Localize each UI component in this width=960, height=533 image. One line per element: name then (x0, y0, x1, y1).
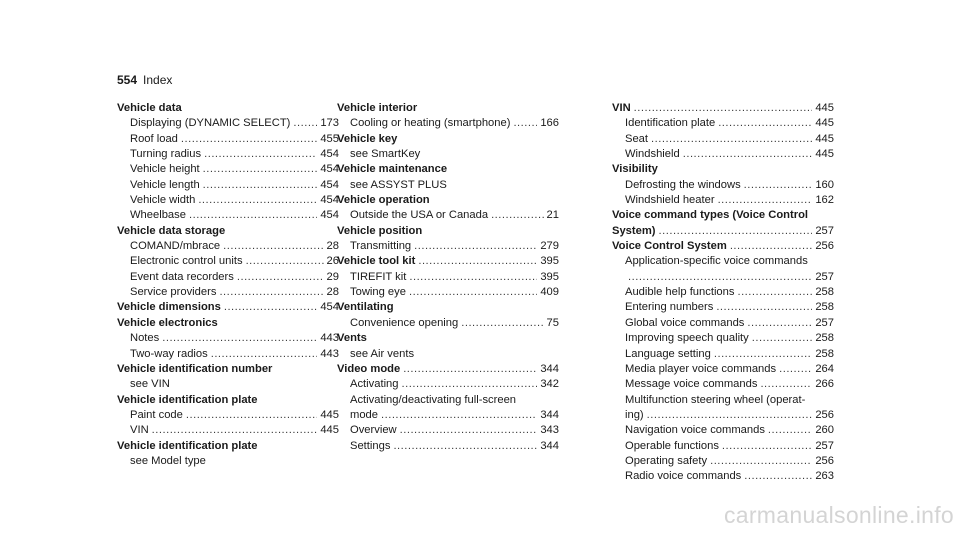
page-reference[interactable]: 395 (540, 255, 559, 268)
dot-leader (400, 423, 538, 438)
index-heading[interactable]: Vehicle position (337, 224, 423, 237)
page-reference[interactable]: 263 (815, 470, 834, 483)
index-heading[interactable]: Ventilating (337, 301, 394, 314)
dot-leader (752, 331, 813, 346)
entry-label: Message voice commands (625, 378, 758, 391)
entry-label: Electronic control units (130, 255, 243, 268)
entry-label: Notes (130, 332, 160, 345)
page-reference[interactable]: 409 (540, 286, 559, 299)
dot-leader (403, 362, 537, 377)
index-subentry[interactable] (612, 408, 834, 423)
page-header (117, 73, 172, 87)
entry-label: Vehicle width (130, 194, 196, 207)
dot-leader (744, 178, 813, 193)
entry-label: Navigation voice commands (625, 424, 765, 437)
page-reference[interactable]: 28 (326, 286, 339, 299)
index-subentry[interactable] (337, 239, 559, 254)
page-reference[interactable]: 342 (540, 378, 559, 391)
index-subentry[interactable] (117, 270, 339, 285)
dot-leader (237, 270, 324, 285)
index-subentry[interactable] (337, 408, 559, 423)
page-reference[interactable]: 29 (326, 270, 339, 283)
dot-leader (760, 377, 812, 392)
index-heading[interactable]: Vehicle interior (337, 102, 418, 114)
entry-label: Defrosting the windows (625, 178, 741, 191)
entry-label: Global voice commands (625, 316, 745, 329)
entry-label: Video mode (337, 362, 401, 375)
index-subentry[interactable] (117, 147, 339, 162)
dot-leader (393, 439, 537, 454)
index-subentry[interactable] (117, 178, 339, 193)
dot-leader (189, 208, 317, 223)
entry-label: Two-way radios (130, 347, 208, 360)
dot-leader (381, 408, 537, 423)
dot-leader (409, 285, 537, 300)
entry-label: Voice Control System (612, 240, 727, 253)
page-reference[interactable]: 445 (815, 148, 834, 161)
entry-label: Entering numbers (625, 301, 714, 314)
entry-label: Towing eye (350, 286, 406, 299)
index-subentry[interactable] (612, 423, 834, 438)
page-reference[interactable]: 258 (815, 286, 834, 299)
index-heading[interactable]: Vehicle operation (337, 194, 430, 207)
index-subentry[interactable]: Application-specific voice commands (625, 255, 808, 268)
index-subentry[interactable] (117, 132, 339, 147)
index-subentry[interactable] (337, 208, 559, 223)
index-subentry[interactable]: see Model type (130, 454, 206, 467)
page-reference[interactable]: 257 (815, 224, 834, 237)
index-heading[interactable]: Vehicle key (337, 132, 398, 145)
dot-leader (491, 208, 543, 223)
dot-leader (722, 439, 812, 454)
dot-leader (513, 116, 537, 131)
entry-label: Turning radius (130, 148, 202, 161)
index-heading[interactable]: Vehicle electronics (117, 316, 218, 329)
index-subentry[interactable] (117, 208, 339, 223)
index-entry[interactable] (337, 254, 559, 269)
entry-label: Roof load (130, 132, 178, 145)
page-reference[interactable]: 258 (815, 347, 834, 360)
entry-label: Overview (350, 424, 397, 437)
entry-label: VIN (612, 102, 631, 114)
page-reference[interactable]: 160 (815, 178, 834, 191)
index-subentry[interactable] (612, 469, 834, 484)
entry-label: Convenience opening (350, 316, 459, 329)
page-reference[interactable]: 258 (815, 301, 834, 314)
dot-leader (718, 193, 813, 208)
entry-label: Audible help functions (625, 286, 735, 299)
dot-leader (714, 347, 812, 362)
dot-leader (768, 423, 812, 438)
index-subentry[interactable] (337, 270, 559, 285)
dot-leader (409, 270, 537, 285)
entry-label: Vehicle height (130, 163, 200, 176)
entry-label: Activating (350, 378, 399, 391)
dot-leader (293, 116, 317, 131)
entry-label: VIN (130, 424, 149, 437)
page-number: 554 (117, 73, 138, 87)
dot-leader (162, 331, 317, 346)
index-subentry[interactable] (612, 439, 834, 454)
page-reference[interactable]: 454 (320, 209, 339, 222)
dot-leader (203, 178, 318, 193)
dot-leader (659, 224, 813, 239)
index-column-1 (117, 101, 339, 469)
entry-label: Improving speech quality (625, 332, 749, 345)
index-entry[interactable] (612, 101, 834, 116)
page-reference[interactable]: 26 (326, 255, 339, 268)
entry-label: TIREFIT kit (350, 270, 407, 283)
index-subentry[interactable] (612, 347, 834, 362)
dot-leader (647, 408, 813, 423)
dot-leader (744, 469, 812, 484)
entry-label: Seat (625, 132, 649, 145)
index-entry[interactable] (337, 362, 559, 377)
index-heading[interactable]: Voice command types (Voice Control (612, 209, 809, 222)
page-reference[interactable]: 454 (320, 301, 339, 314)
page-reference[interactable]: 445 (815, 102, 834, 114)
entry-label: Settings (350, 439, 391, 452)
index-subentry[interactable] (117, 408, 339, 423)
entry-label: Service providers (130, 286, 217, 299)
entry-label: Vehicle length (130, 178, 200, 191)
index-entry[interactable] (117, 300, 339, 315)
page-reference[interactable]: 445 (815, 117, 834, 130)
index-subentry[interactable]: see Air vents (350, 347, 415, 360)
watermark: carmanualsonline.info (723, 502, 954, 528)
entry-label: Paint code (130, 408, 183, 421)
entry-label: Operating safety (625, 454, 708, 467)
entry-label: Radio voice commands (625, 470, 742, 483)
dot-leader (204, 147, 317, 162)
index-subentry[interactable] (612, 316, 834, 331)
page-reference[interactable]: 266 (815, 378, 834, 391)
page-reference[interactable]: 264 (815, 362, 834, 375)
index-heading[interactable]: Visibility (612, 163, 658, 176)
dot-leader (718, 116, 812, 131)
page-reference[interactable]: 395 (540, 270, 559, 283)
entry-label: Wheelbase (130, 209, 186, 222)
page-reference[interactable]: 454 (320, 178, 339, 191)
index-subentry[interactable] (612, 193, 834, 208)
index-subentry[interactable] (117, 347, 339, 362)
entry-label: COMAND/mbrace (130, 240, 221, 253)
index-subentry[interactable]: see SmartKey (350, 148, 421, 161)
entry-label: Media player voice commands (625, 362, 777, 375)
page-reference[interactable]: 454 (320, 148, 339, 161)
page-reference[interactable]: 257 (815, 316, 834, 329)
page-reference[interactable]: 443 (320, 332, 339, 345)
page-reference[interactable]: 166 (540, 117, 559, 130)
dot-leader (628, 270, 812, 285)
index-subentry[interactable]: see VIN (130, 378, 170, 391)
dot-leader (224, 300, 317, 315)
entry-label: Cooling or heating (smartphone) (350, 117, 511, 130)
index-subentry[interactable] (612, 377, 834, 392)
index-subentry[interactable] (337, 439, 559, 454)
page-reference[interactable]: 256 (815, 408, 834, 421)
index-column-2 (337, 101, 559, 454)
index-subentry[interactable] (612, 454, 834, 469)
dot-leader (181, 132, 317, 147)
entry-label: Language setting (625, 347, 711, 360)
page-reference[interactable]: 21 (546, 209, 559, 222)
entry-label: Vehicle tool kit (337, 255, 416, 268)
index-heading[interactable]: Vehicle maintenance (337, 163, 448, 176)
index-heading[interactable]: Vehicle identification plate (117, 439, 258, 452)
page-reference[interactable]: 257 (815, 439, 834, 452)
page-reference[interactable]: 443 (320, 347, 339, 360)
index-subentry[interactable] (117, 239, 339, 254)
index-subentry[interactable] (117, 423, 339, 438)
index-entry[interactable] (612, 239, 834, 254)
dot-leader (211, 347, 318, 362)
page-reference[interactable]: 260 (815, 424, 834, 437)
page-reference[interactable]: 257 (815, 270, 834, 283)
dot-leader (651, 132, 812, 147)
index-subentry[interactable] (612, 300, 834, 315)
index-subentry[interactable] (117, 116, 339, 131)
dot-leader (203, 162, 318, 177)
index-subentry[interactable] (117, 254, 339, 269)
index-subentry[interactable] (612, 116, 834, 131)
dot-leader (634, 101, 813, 116)
page-reference[interactable]: 454 (320, 163, 339, 176)
index-subentry[interactable] (612, 285, 834, 300)
index-heading[interactable]: Vehicle identification number (117, 362, 273, 375)
index-subentry[interactable] (117, 162, 339, 177)
dot-leader (414, 239, 537, 254)
page-reference[interactable]: 256 (815, 240, 834, 253)
dot-leader (710, 454, 812, 469)
index-subentry[interactable] (337, 116, 559, 131)
dot-leader (246, 254, 324, 269)
dot-leader (716, 300, 812, 315)
dot-leader (418, 254, 537, 269)
entry-label: mode (350, 408, 378, 421)
dot-leader (683, 147, 813, 162)
dot-leader (747, 316, 812, 331)
dot-leader (461, 316, 543, 331)
page-reference[interactable]: 28 (326, 240, 339, 253)
page-reference[interactable]: 344 (540, 439, 559, 452)
index-subentry[interactable] (612, 132, 834, 147)
index-subentry[interactable] (612, 178, 834, 193)
page-reference[interactable]: 344 (540, 362, 559, 375)
page-reference[interactable]: 454 (320, 194, 339, 207)
entry-label: Outside the USA or Canada (350, 209, 489, 222)
page-reference[interactable]: 343 (540, 424, 559, 437)
index-heading[interactable]: Vehicle data storage (117, 224, 226, 237)
index-subentry[interactable] (337, 285, 559, 300)
index-heading[interactable]: Vehicle data (117, 102, 182, 114)
entry-label: Displaying (DYNAMIC SELECT) (130, 117, 291, 130)
index-heading[interactable]: Vehicle identification plate (117, 393, 258, 406)
page-reference[interactable]: 445 (815, 132, 834, 145)
dot-leader (198, 193, 317, 208)
index-subentry[interactable] (612, 362, 834, 377)
entry-label: ing) (625, 408, 644, 421)
index-subentry[interactable] (337, 316, 559, 331)
page-section-title: Index (143, 73, 173, 87)
index-entry[interactable] (612, 224, 834, 239)
index-subentry[interactable] (117, 193, 339, 208)
entry-label: System) (612, 224, 656, 237)
entry-label: Windshield heater (625, 194, 715, 207)
dot-leader (152, 423, 318, 438)
index-subentry[interactable] (117, 285, 339, 300)
index-subentry[interactable] (337, 423, 559, 438)
entry-label: Transmitting (350, 240, 412, 253)
index-subentry[interactable] (612, 270, 834, 285)
entry-label: Operable functions (625, 439, 719, 452)
page-reference[interactable]: 344 (540, 408, 559, 421)
dot-leader (737, 285, 812, 300)
index-subentry[interactable] (612, 147, 834, 162)
entry-label: Identification plate (625, 117, 716, 130)
index-subentry[interactable] (117, 331, 339, 346)
page-reference[interactable]: 75 (546, 316, 559, 329)
index-subentry[interactable]: Multifunction steering wheel (operat- (625, 393, 806, 406)
page-reference[interactable]: 445 (320, 424, 339, 437)
page-reference[interactable]: 279 (540, 240, 559, 253)
entry-label: Windshield (625, 148, 680, 161)
entry-label: Vehicle dimensions (117, 301, 221, 314)
dot-leader (779, 362, 812, 377)
index-heading[interactable]: Vents (337, 332, 367, 345)
dot-leader (186, 408, 317, 423)
entry-label: Event data recorders (130, 270, 234, 283)
page-reference[interactable]: 455 (320, 132, 339, 145)
index-column-3 (612, 101, 834, 485)
dot-leader (219, 285, 323, 300)
index-subentry[interactable] (337, 377, 559, 392)
index-subentry[interactable]: Activating/deactivating full-screen (350, 393, 517, 406)
page-reference[interactable]: 256 (815, 454, 834, 467)
index-subentry[interactable] (612, 331, 834, 346)
index-subentry[interactable]: see ASSYST PLUS (350, 178, 447, 191)
dot-leader (402, 377, 538, 392)
page-reference[interactable]: 162 (815, 194, 834, 207)
dot-leader (223, 239, 323, 254)
page-reference[interactable]: 173 (320, 117, 339, 130)
dot-leader (730, 239, 813, 254)
page-reference[interactable]: 445 (320, 408, 339, 421)
page-reference[interactable]: 258 (815, 332, 834, 345)
